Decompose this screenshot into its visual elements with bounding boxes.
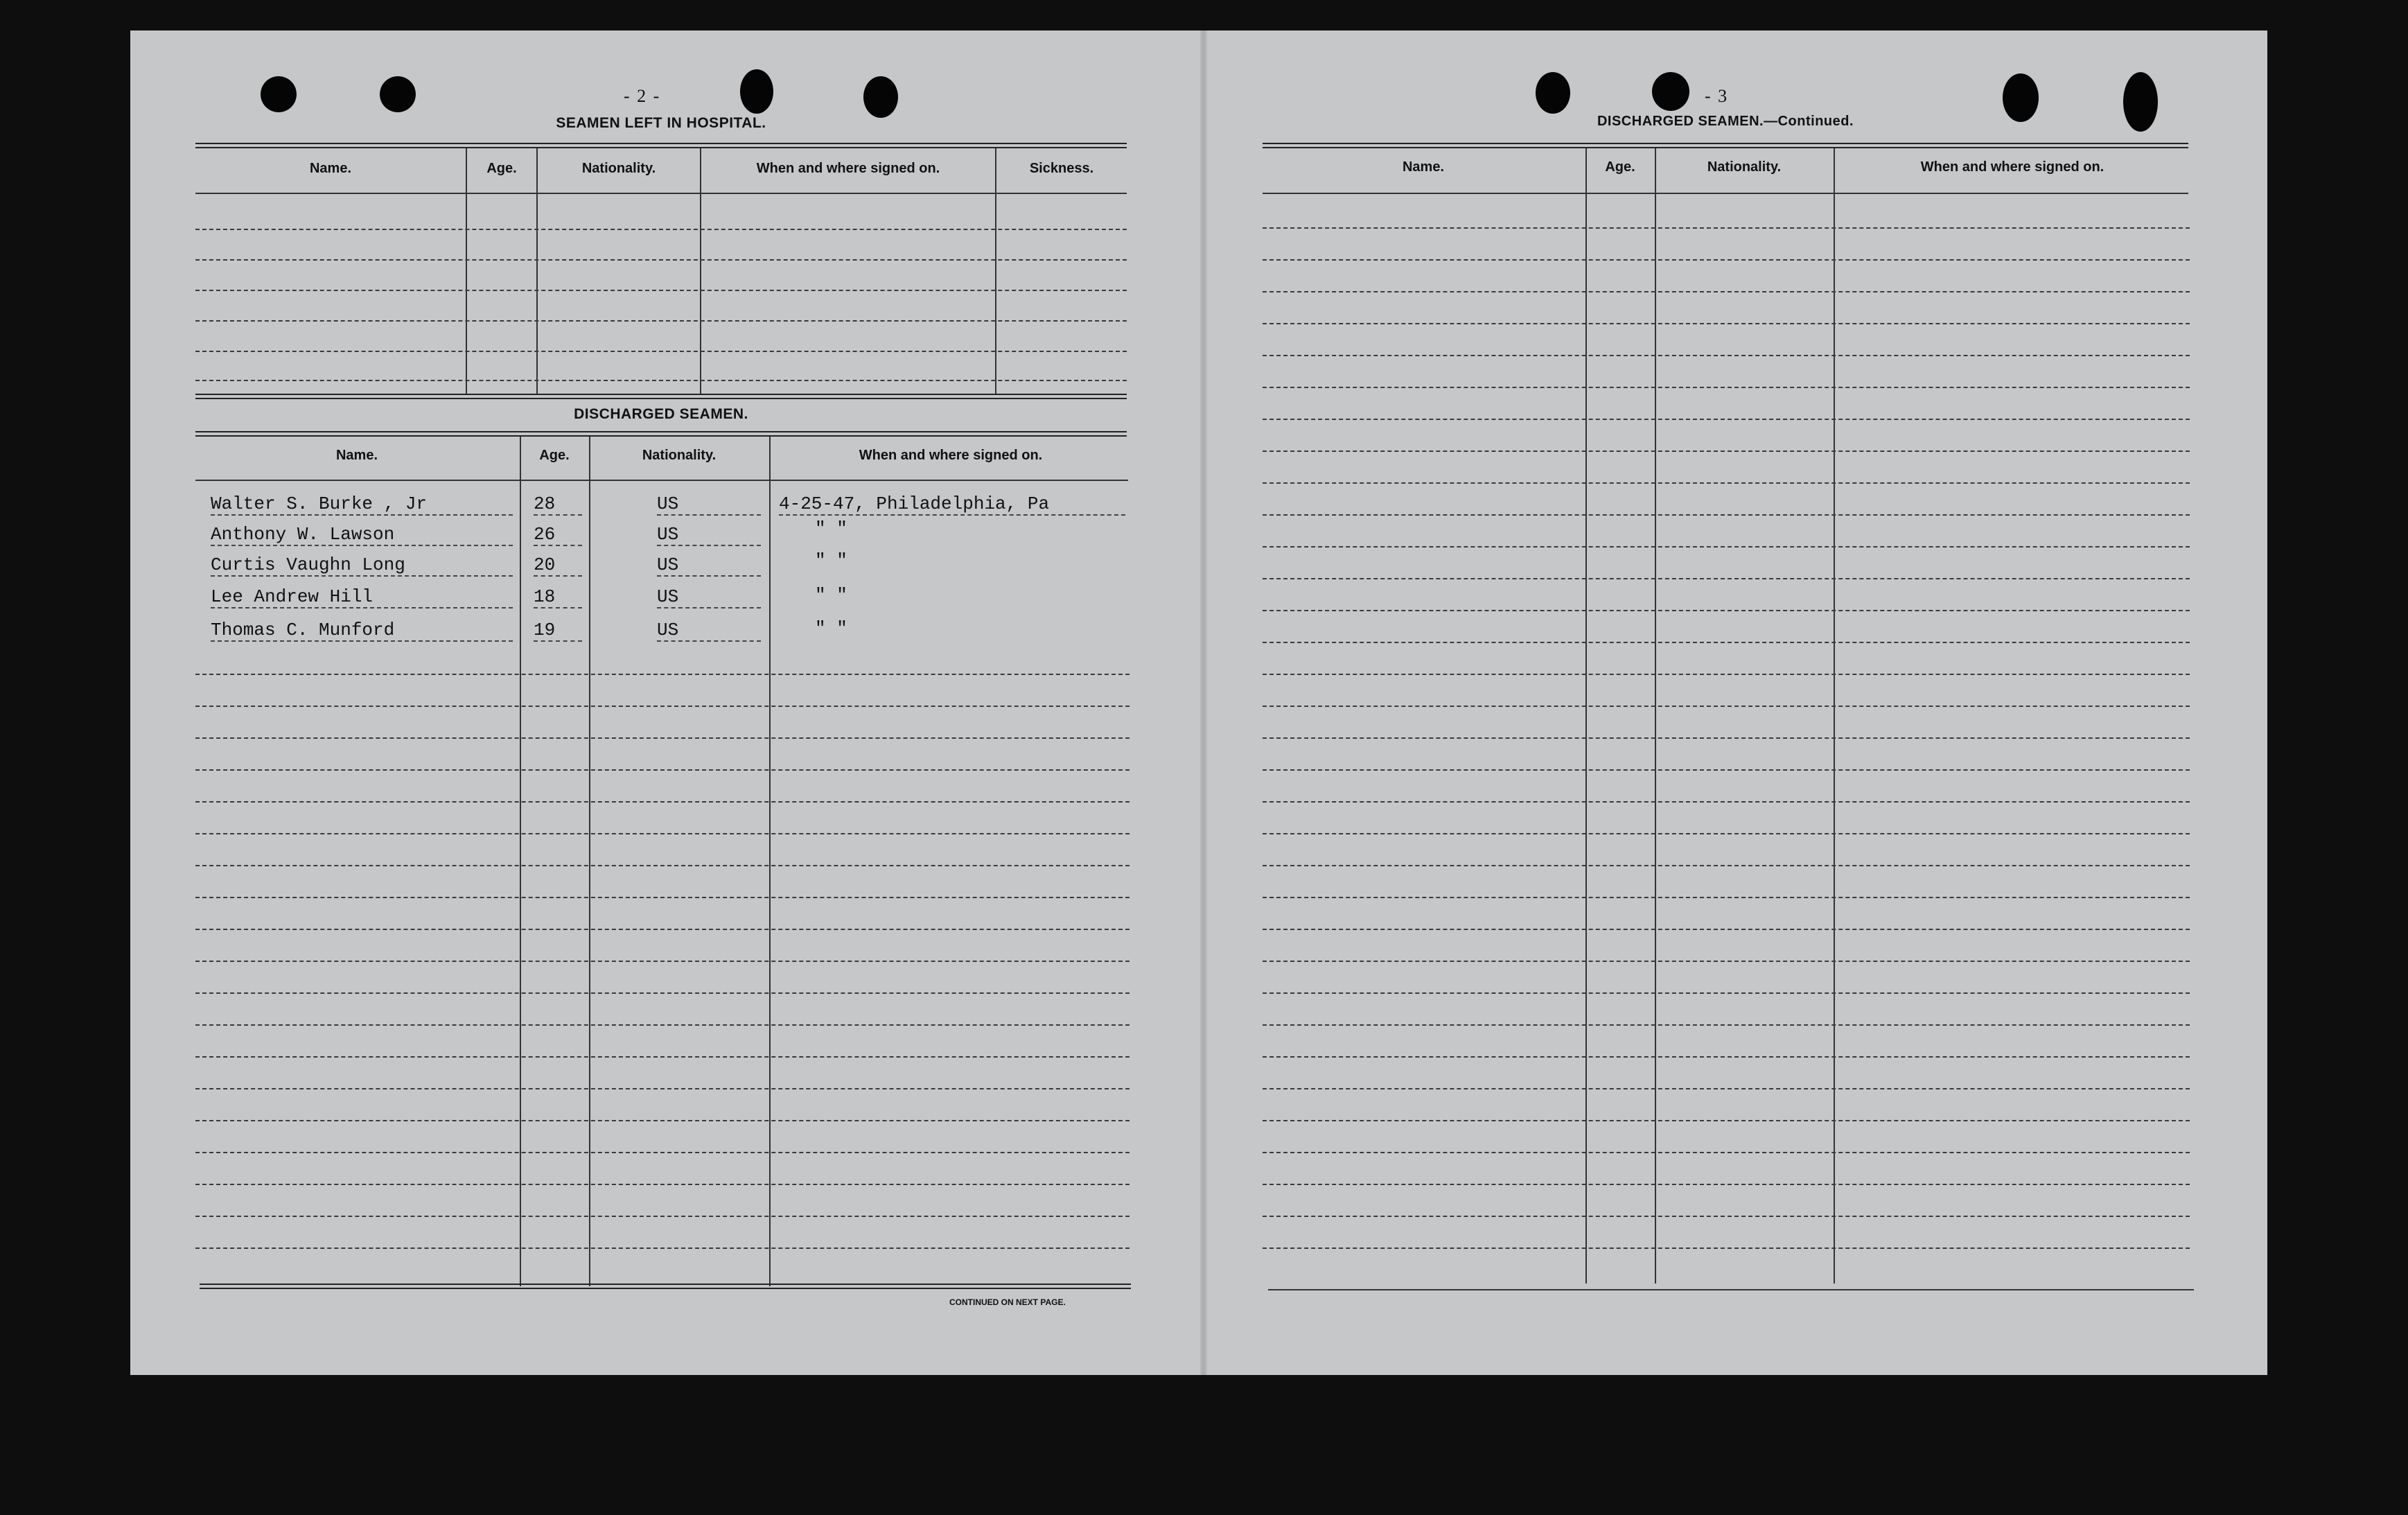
ruled-line bbox=[195, 380, 1127, 381]
right-bottom-rule bbox=[1268, 1289, 2194, 1290]
hospital-col-signed-on: When and where signed on. bbox=[756, 161, 940, 176]
ruled-line bbox=[195, 351, 1127, 352]
discharged-signed-on: " " bbox=[815, 550, 847, 571]
ruled-line bbox=[195, 737, 1130, 739]
discharged-name: Walter S. Burke , Jr bbox=[211, 493, 513, 516]
ruled-line bbox=[195, 1056, 1130, 1058]
page-number-right: - 3 bbox=[1705, 86, 1729, 106]
ruled-line bbox=[195, 1184, 1130, 1185]
ruled-line bbox=[1263, 1152, 2190, 1153]
discharged-signed-on: " " bbox=[815, 518, 847, 539]
punch-hole bbox=[740, 69, 773, 114]
ruled-line bbox=[1263, 323, 2190, 324]
ruled-line bbox=[1263, 737, 2190, 739]
punch-hole bbox=[261, 76, 297, 112]
discharged-nationality: US bbox=[657, 493, 761, 516]
hospital-col-name: Name. bbox=[309, 161, 352, 176]
ruled-line bbox=[1263, 769, 2190, 771]
column-divider bbox=[700, 148, 701, 395]
ruled-line bbox=[1263, 578, 2190, 579]
ruled-line bbox=[195, 1216, 1130, 1217]
punch-hole bbox=[2003, 73, 2039, 122]
ruled-line bbox=[1263, 865, 2190, 866]
right-col-name: Name. bbox=[1402, 159, 1445, 175]
ruled-line bbox=[1263, 674, 2190, 675]
right-col-age: Age. bbox=[1605, 159, 1635, 175]
column-divider bbox=[1834, 148, 1835, 1284]
discharged-continued-title: DISCHARGED SEAMEN.—Continued. bbox=[1597, 114, 1854, 129]
discharged-col-signed-on: When and where signed on. bbox=[859, 448, 1043, 463]
ruled-line bbox=[195, 961, 1130, 962]
discharged-nationality: US bbox=[657, 554, 761, 577]
column-divider bbox=[589, 437, 590, 1286]
column-divider bbox=[1585, 148, 1587, 1284]
ruled-line bbox=[1263, 1247, 2190, 1249]
discharged-top-rule bbox=[195, 431, 1127, 437]
punch-hole bbox=[2123, 72, 2158, 132]
ruled-line bbox=[195, 865, 1130, 866]
discharged-section-title: DISCHARGED SEAMEN. bbox=[574, 406, 748, 422]
hospital-bottom-rule bbox=[195, 394, 1127, 399]
hospital-col-nationality: Nationality. bbox=[581, 161, 656, 176]
discharged-age: 19 bbox=[534, 620, 582, 642]
right-col-signed-on: When and where signed on. bbox=[1920, 159, 2104, 175]
ruled-line bbox=[1263, 1184, 2190, 1185]
ruled-line bbox=[1263, 419, 2190, 420]
discharged-age: 26 bbox=[534, 524, 582, 546]
ruled-line bbox=[1263, 514, 2190, 516]
ruled-line bbox=[1263, 482, 2190, 484]
page-number-left: - 2 - bbox=[624, 86, 661, 106]
column-divider bbox=[1655, 148, 1656, 1284]
ruled-line bbox=[1263, 833, 2190, 834]
ruled-line bbox=[195, 1247, 1130, 1249]
ruled-line bbox=[195, 992, 1130, 994]
ruled-line bbox=[195, 290, 1127, 291]
column-divider bbox=[520, 437, 521, 1286]
hospital-header-rule bbox=[195, 193, 1127, 194]
ruled-line bbox=[195, 320, 1127, 322]
discharged-col-nationality: Nationality. bbox=[642, 448, 717, 463]
ruled-line bbox=[1263, 929, 2190, 930]
ruled-line bbox=[1263, 706, 2190, 707]
punch-hole bbox=[863, 76, 898, 118]
document-sheet bbox=[130, 30, 2267, 1375]
ruled-line bbox=[195, 801, 1130, 803]
ruled-line bbox=[1263, 259, 2190, 261]
discharged-name: Thomas C. Munford bbox=[211, 620, 513, 642]
discharged-col-age: Age. bbox=[539, 448, 570, 463]
ruled-line bbox=[1263, 291, 2190, 292]
ruled-line bbox=[1263, 610, 2190, 611]
hospital-section-title: SEAMEN LEFT IN HOSPITAL. bbox=[556, 115, 766, 131]
discharged-signed-on: " " bbox=[815, 618, 847, 639]
ruled-line bbox=[1263, 1216, 2190, 1217]
continued-footer: CONTINUED ON NEXT PAGE. bbox=[949, 1297, 1066, 1307]
punch-hole bbox=[1652, 72, 1689, 111]
ruled-line bbox=[1263, 546, 2190, 548]
discharged-age: 20 bbox=[534, 554, 582, 577]
discharged-nationality: US bbox=[657, 586, 761, 608]
left-bottom-rule bbox=[200, 1284, 1131, 1289]
ruled-line bbox=[1263, 801, 2190, 803]
column-divider bbox=[466, 148, 467, 395]
discharged-nationality: US bbox=[657, 524, 761, 546]
page-crease bbox=[1200, 30, 1207, 1375]
right-header-rule bbox=[1263, 193, 2188, 194]
discharged-name: Curtis Vaughn Long bbox=[211, 554, 513, 577]
ruled-line bbox=[1263, 897, 2190, 898]
ruled-line bbox=[195, 229, 1127, 230]
ruled-line bbox=[195, 897, 1130, 898]
ruled-line bbox=[195, 1152, 1130, 1153]
ruled-line bbox=[1263, 1088, 2190, 1089]
right-col-nationality: Nationality. bbox=[1707, 159, 1782, 175]
column-divider bbox=[995, 148, 996, 395]
discharged-age: 28 bbox=[534, 493, 582, 516]
ruled-line bbox=[195, 259, 1127, 261]
discharged-name: Lee Andrew Hill bbox=[211, 586, 513, 608]
ruled-line bbox=[1263, 992, 2190, 994]
ruled-line bbox=[195, 1088, 1130, 1089]
ruled-line bbox=[195, 833, 1130, 834]
ruled-line bbox=[1263, 450, 2190, 452]
column-divider bbox=[536, 148, 538, 395]
ruled-line bbox=[1263, 1120, 2190, 1121]
discharged-col-name: Name. bbox=[335, 448, 378, 463]
right-top-rule bbox=[1263, 143, 2188, 148]
discharged-header-rule bbox=[195, 480, 1128, 481]
ruled-line bbox=[195, 1024, 1130, 1026]
ruled-line bbox=[1263, 642, 2190, 643]
ruled-line bbox=[1263, 355, 2190, 356]
discharged-nationality: US bbox=[657, 620, 761, 642]
discharged-name: Anthony W. Lawson bbox=[211, 524, 513, 546]
hospital-top-rule bbox=[195, 143, 1127, 148]
ruled-line bbox=[195, 1120, 1130, 1121]
ruled-line bbox=[195, 706, 1130, 707]
punch-hole bbox=[1536, 72, 1570, 114]
ruled-line bbox=[1263, 961, 2190, 962]
hospital-col-age: Age. bbox=[486, 161, 517, 176]
discharged-age: 18 bbox=[534, 586, 582, 608]
column-divider bbox=[769, 437, 771, 1286]
ruled-line bbox=[195, 674, 1130, 675]
ruled-line bbox=[1263, 1024, 2190, 1026]
discharged-signed-on: 4-25-47, Philadelphia, Pa bbox=[779, 493, 1125, 516]
discharged-signed-on: " " bbox=[815, 585, 847, 606]
hospital-col-sickness: Sickness. bbox=[1029, 161, 1094, 176]
ruled-line bbox=[1263, 387, 2190, 388]
ruled-line bbox=[195, 929, 1130, 930]
punch-hole bbox=[380, 76, 416, 112]
ruled-line bbox=[1263, 227, 2190, 229]
ruled-line bbox=[195, 769, 1130, 771]
ruled-line bbox=[1263, 1056, 2190, 1058]
